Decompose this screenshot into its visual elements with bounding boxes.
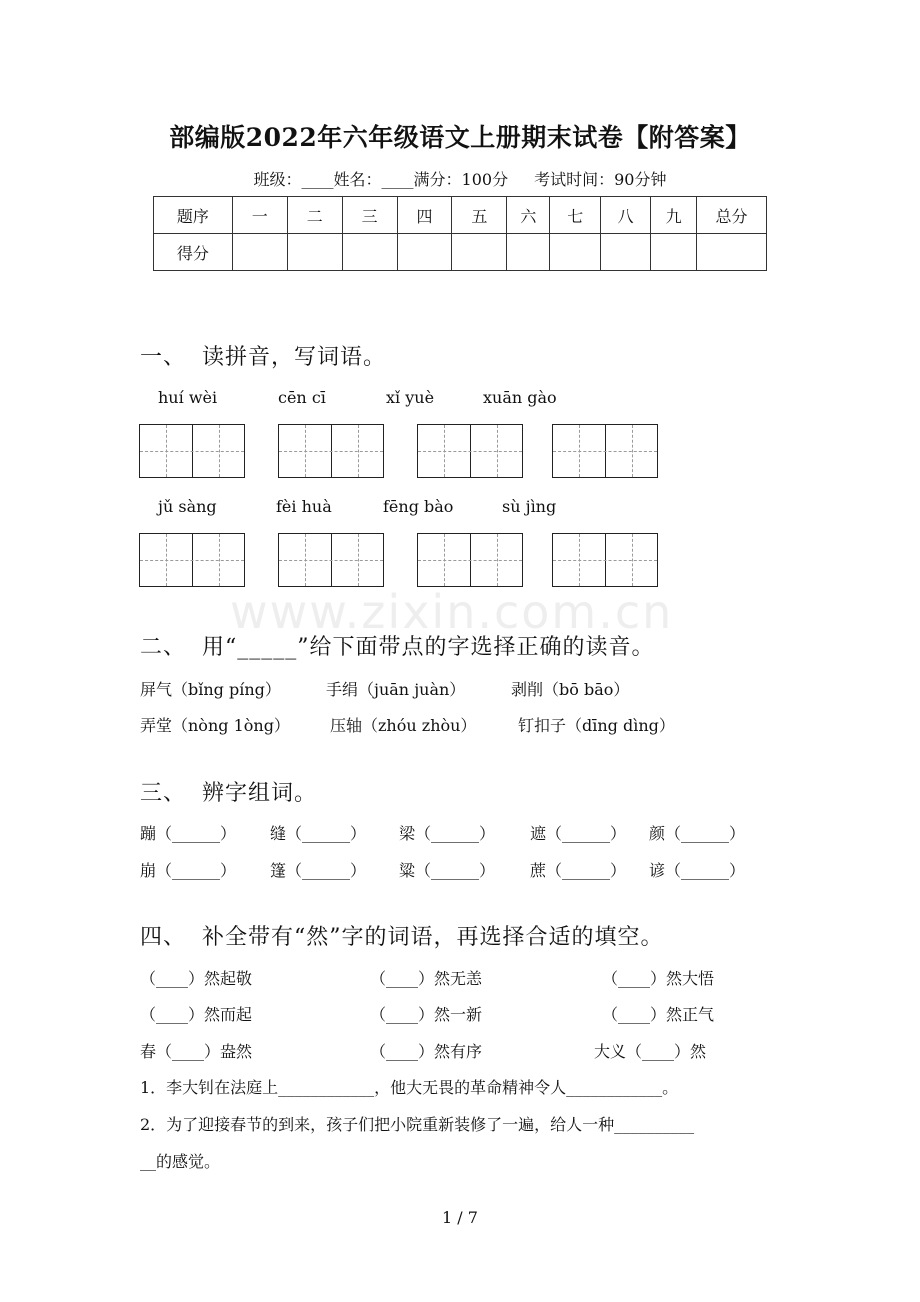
pinyin-label: sù jìng [502,497,557,516]
pinyin-label: fèi huà [276,497,332,516]
table-cell: 二 [287,197,342,234]
pinyin-label: jǔ sàng [158,497,217,516]
word-item: 篷（______） [270,861,367,880]
idiom-item: （____）然无恙 [370,969,483,988]
idiom-item: （____）然一新 [370,1005,483,1024]
idiom-item: （____）然正气 [602,1005,715,1024]
score-cell[interactable] [397,234,452,271]
section-number: 二、 [140,635,187,660]
table-cell: 一 [232,197,287,234]
score-cell[interactable] [651,234,697,271]
pronunciation-item: 屏气（bǐng píng） [140,680,281,699]
pinyin-label: xǐ yuè [386,388,435,407]
pronunciation-item: 钉扣子（dīng dìng） [518,716,675,735]
pronunciation-item: 压轴（zhóu zhòu） [330,716,477,735]
section1-heading [140,340,386,371]
section-title: 读拼音，写词语。 [202,345,387,370]
pinyin-label: xuān gào [483,388,557,407]
writing-box[interactable] [278,533,384,587]
pinyin-label: cēn cī [278,388,326,407]
word-item: 梁（______） [399,824,496,843]
exam-time: 考试时间：90分钟 [534,170,667,189]
word-item: 谚（______） [649,861,746,880]
writing-box[interactable] [552,533,658,587]
fill-sentence-2: 2．为了迎接春节的到来，孩子们把小院重新装修了一遍，给人一种__________ [140,1115,695,1134]
word-item: 蹦（______） [140,824,237,843]
section-number: 一、 [140,345,187,370]
idiom-item: （____）然而起 [140,1005,253,1024]
writing-box[interactable] [417,424,523,478]
section-title: 补全带有“然”字的词语，再选择合适的填空。 [202,925,664,950]
table-cell: 得分 [154,234,233,271]
writing-box[interactable] [278,424,384,478]
pinyin-label: fēng bào [383,497,454,516]
idiom-item: 春（____）盎然 [140,1042,253,1061]
word-item: 遮（______） [530,824,627,843]
table-cell: 总分 [697,197,767,234]
section-title: 用“_____”给下面带点的字选择正确的读音。 [202,635,655,660]
word-item: 缝（______） [270,824,367,843]
pronunciation-item: 剥削（bō bāo） [511,680,630,699]
table-cell: 四 [397,197,452,234]
page-title: 部编版2022年六年级语文上册期末试卷【附答案】 [169,123,751,152]
table-cell: 八 [601,197,651,234]
full-score: 满分：100分 [413,170,509,189]
word-item: 颜（______） [649,824,746,843]
section2-heading [140,630,655,661]
table-cell: 六 [507,197,550,234]
name-label: 姓名：____ [333,170,414,189]
fill-sentence-1: 1．李大钊在法庭上____________，他大无畏的革命精神令人____________。 [140,1078,679,1097]
score-cell[interactable] [550,234,601,271]
score-cell[interactable] [507,234,550,271]
pronunciation-item: 手绢（juān juàn） [326,680,466,699]
idiom-item: （____）然有序 [370,1042,483,1061]
word-item: 崩（______） [140,861,237,880]
score-table-score-row [154,234,767,271]
word-item: 粱（______） [399,861,496,880]
idiom-item: 大义（____）然 [594,1042,707,1061]
pronunciation-item: 弄堂（nòng 1òng） [140,716,290,735]
fill-sentence-2-continued: __的感觉。 [140,1152,221,1171]
exam-info [0,167,920,190]
writing-box[interactable] [139,533,245,587]
writing-box[interactable] [552,424,658,478]
section3-heading [140,776,317,807]
score-table-header-row [154,197,767,234]
table-cell: 九 [651,197,697,234]
section-title: 辨字组词。 [202,781,318,806]
section-number: 三、 [140,781,187,806]
table-cell: 七 [550,197,601,234]
score-cell[interactable] [232,234,287,271]
pinyin-label: huí wèi [158,388,218,407]
idiom-item: （____）然大悟 [602,969,715,988]
score-table [153,196,767,271]
score-cell[interactable] [342,234,397,271]
writing-box[interactable] [139,424,245,478]
score-cell[interactable] [697,234,767,271]
table-cell: 题序 [154,197,233,234]
table-cell: 五 [452,197,507,234]
word-item: 蔗（______） [530,861,627,880]
writing-box[interactable] [417,533,523,587]
score-cell[interactable] [452,234,507,271]
table-cell: 三 [342,197,397,234]
section-number: 四、 [140,925,187,950]
score-cell[interactable] [287,234,342,271]
page-number: 1 / 7 [442,1208,478,1227]
class-label: 班级：____ [253,170,334,189]
score-cell[interactable] [601,234,651,271]
section4-heading [140,920,664,951]
idiom-item: （____）然起敬 [140,969,253,988]
watermark: www.zixin.com.cn [230,585,674,639]
